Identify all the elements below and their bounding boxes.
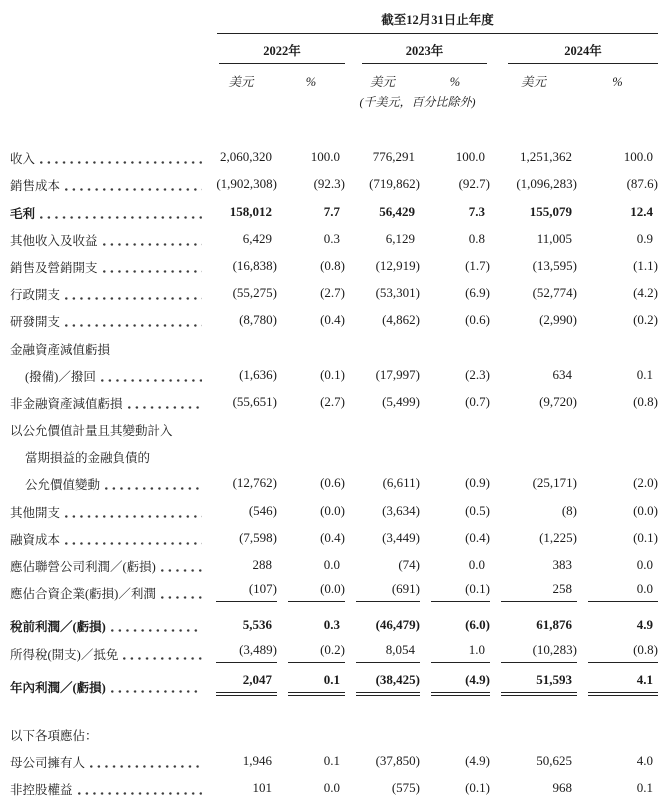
table-header-period [10, 10, 658, 34]
cell-usd-2023: (37,850) [375, 753, 420, 769]
dot-leader [65, 188, 202, 191]
cell-pct-2023: 100.0 [455, 149, 485, 165]
cell-usd-2023: (38,425) [345, 663, 420, 696]
row-label-cell [10, 358, 205, 385]
income-statement-table [10, 10, 658, 798]
dot-leader [111, 690, 202, 693]
cell-usd-2024 [490, 439, 577, 466]
cell-pct-2022 [277, 412, 345, 439]
pct-header-2024: % [612, 75, 623, 89]
cell-usd-2023 [345, 696, 420, 744]
cell-pct-2023: 0.0 [468, 557, 485, 572]
cell-pct-2022: 0.3 [323, 617, 340, 633]
table-header-years [10, 34, 658, 64]
cell-pct-2022: 0.1 [323, 753, 340, 769]
cell-usd-2024: 383 [552, 557, 572, 572]
cell-usd-2023: (4,862) [382, 312, 420, 328]
cell-pct-2023: (0.1) [420, 575, 490, 602]
cell-pct-2024: (0.8) [577, 635, 658, 662]
row-label-cell [10, 575, 205, 602]
dot-leader [161, 569, 202, 572]
usd-header-2024: 美元 [520, 75, 546, 89]
dot-leader [128, 406, 202, 409]
table-row [10, 771, 658, 798]
row-label-cell [10, 249, 205, 276]
row-label-cell [10, 466, 205, 493]
cell-pct-2023: (1.7) [465, 257, 490, 273]
row-label: 當期損益的金融負債的 [25, 451, 151, 466]
table-row [10, 358, 658, 385]
row-label: (撥備)／撥回 [25, 369, 96, 384]
cell-pct-2022: (0.6) [320, 475, 345, 491]
cell-usd-2024: (10,283) [490, 635, 577, 662]
cell-pct-2023: (92.7) [458, 176, 490, 192]
cell-usd-2023 [345, 439, 420, 466]
cell-pct-2022: (0.1) [320, 366, 345, 382]
cell-usd-2024 [490, 412, 577, 439]
table-row [10, 194, 658, 221]
cell-usd-2023: (74) [398, 557, 420, 572]
cell-pct-2022: (2.7) [320, 285, 345, 301]
row-label: 稅前利潤／(虧損) [10, 620, 106, 635]
row-label: 以下各項應佔： [10, 728, 98, 743]
row-label: 研發開支 [10, 315, 61, 330]
dot-leader [161, 596, 202, 599]
table-row [10, 330, 658, 357]
row-label-cell [10, 412, 205, 439]
cell-pct-2024: (87.6) [626, 176, 659, 192]
row-label-cell [10, 548, 205, 575]
table-body [10, 110, 658, 798]
period-title: 截至12月31日止年度 [217, 10, 658, 34]
cell-usd-2023 [345, 412, 420, 439]
cell-pct-2023 [420, 330, 490, 357]
table-row [10, 385, 658, 412]
cell-pct-2022: (0.2) [277, 635, 345, 662]
cell-pct-2024 [577, 412, 658, 439]
table-row [10, 635, 658, 662]
cell-usd-2023: 6,129 [385, 230, 415, 246]
cell-pct-2024: (2.0) [633, 475, 659, 491]
cell-usd-2022: (1,902,308) [216, 176, 277, 192]
cell-pct-2022: (0.8) [320, 257, 345, 273]
cell-usd-2024: (1,225) [539, 529, 577, 545]
cell-usd-2024: (52,774) [532, 285, 577, 301]
cell-pct-2024: 0.9 [636, 230, 654, 246]
cell-pct-2022: 0.0 [323, 780, 340, 796]
cell-pct-2024: 0.0 [577, 575, 658, 602]
table-header-units [10, 64, 658, 90]
cell-pct-2023 [420, 412, 490, 439]
cell-pct-2023: (4.9) [420, 663, 490, 696]
cell-usd-2024: (8) [561, 502, 577, 518]
cell-usd-2024: 50,625 [536, 753, 572, 769]
cell-pct-2024 [577, 330, 658, 357]
table-header-note [10, 90, 658, 110]
table-row [10, 744, 658, 771]
table-row [10, 167, 658, 194]
cell-usd-2022: (107) [205, 575, 277, 602]
table-row [10, 412, 658, 439]
row-label-cell [10, 276, 205, 303]
cell-usd-2022: (8,780) [239, 312, 277, 328]
row-label-cell [10, 493, 205, 520]
cell-pct-2024: 12.4 [630, 203, 654, 219]
cell-usd-2024: (1,096,283) [516, 176, 577, 192]
cell-pct-2022 [277, 330, 345, 357]
dot-leader [111, 629, 202, 632]
dot-leader [90, 765, 202, 768]
cell-usd-2023: 776,291 [372, 149, 415, 165]
dot-leader [65, 515, 202, 518]
cell-usd-2024: 51,593 [490, 663, 577, 696]
row-label: 其他收入及收益 [10, 233, 98, 248]
cell-pct-2022: (0.4) [320, 529, 345, 545]
row-label-cell [10, 635, 205, 662]
cell-pct-2023: 1.0 [420, 635, 490, 662]
cell-usd-2023: (575) [391, 780, 420, 796]
cell-pct-2024: (0.2) [633, 312, 659, 328]
cell-pct-2022: (92.3) [313, 176, 345, 192]
dot-leader [40, 161, 202, 164]
cell-pct-2023 [420, 439, 490, 466]
row-label: 以公允價值計量且其變動計入 [10, 424, 173, 439]
cell-pct-2022 [277, 439, 345, 466]
row-label: 非金融資產減值虧損 [10, 396, 123, 411]
table-row [10, 303, 658, 330]
dot-leader [103, 270, 202, 273]
cell-usd-2024: 968 [552, 780, 572, 796]
dot-leader [40, 216, 202, 219]
cell-usd-2023: (719,862) [369, 176, 420, 192]
cell-usd-2023: (691) [345, 575, 420, 602]
cell-usd-2022: (16,838) [232, 257, 277, 273]
cell-usd-2022: (3,489) [205, 635, 277, 662]
cell-usd-2022 [205, 412, 277, 439]
cell-usd-2023: 8,054 [345, 635, 420, 662]
cell-pct-2023 [420, 696, 490, 744]
row-label-cell [10, 110, 205, 167]
cell-pct-2024: 100.0 [623, 149, 654, 165]
row-label-cell [10, 771, 205, 798]
cell-usd-2024: 1,251,362 [520, 149, 572, 165]
row-label-cell [10, 602, 205, 635]
cell-pct-2023: (2.3) [465, 366, 490, 382]
cell-usd-2022: 1,946 [242, 753, 272, 769]
row-label: 銷售及營銷開支 [10, 260, 98, 275]
cell-pct-2022: (0.0) [320, 502, 345, 518]
cell-usd-2022: (546) [248, 502, 277, 518]
cell-usd-2024: 61,876 [536, 617, 572, 633]
table-row [10, 663, 658, 696]
cell-usd-2022: 101 [252, 780, 272, 796]
cell-usd-2024: (13,595) [532, 257, 577, 273]
cell-pct-2022 [277, 696, 345, 744]
cell-pct-2024: 4.1 [577, 663, 658, 696]
cell-pct-2022: 0.0 [323, 557, 340, 572]
year-label-2022: 2022年 [219, 34, 345, 64]
row-label-cell [10, 744, 205, 771]
cell-usd-2022: 5,536 [242, 617, 272, 633]
cell-pct-2023: 7.3 [468, 203, 485, 219]
cell-usd-2023: (3,449) [382, 529, 420, 545]
cell-usd-2023: (46,479) [375, 617, 420, 633]
cell-pct-2023: (0.7) [465, 393, 490, 409]
dot-leader [101, 379, 202, 382]
table-row [10, 222, 658, 249]
cell-pct-2023: (0.9) [465, 475, 490, 491]
dot-leader [103, 243, 202, 246]
cell-usd-2023: (5,499) [382, 393, 420, 409]
table-row [10, 276, 658, 303]
usd-header-2022: 美元 [228, 75, 254, 89]
cell-pct-2024: (1.1) [633, 257, 659, 273]
cell-usd-2022: 288 [252, 557, 272, 572]
cell-usd-2022: (55,275) [232, 285, 277, 301]
row-label: 應佔聯營公司利潤／(虧損) [10, 560, 156, 574]
row-label: 年內利潤／(虧損) [10, 680, 106, 695]
table-row [10, 466, 658, 493]
cell-usd-2022: 158,012 [229, 203, 272, 219]
dot-leader [65, 542, 202, 545]
cell-pct-2023: (0.5) [465, 502, 490, 518]
pct-header-2023: % [449, 75, 461, 89]
cell-pct-2023: (6.9) [465, 285, 490, 301]
row-label: 母公司擁有人 [10, 756, 86, 771]
row-label: 應佔合資企業(虧損)／利潤 [10, 587, 156, 602]
dot-leader [123, 657, 202, 660]
table-row [10, 696, 658, 744]
cell-pct-2023: (4.9) [465, 753, 490, 769]
table-row [10, 602, 658, 635]
cell-usd-2024: 155,079 [529, 203, 572, 219]
cell-pct-2024: (0.1) [633, 529, 659, 545]
table-row [10, 439, 658, 466]
cell-pct-2024: 4.0 [636, 753, 654, 769]
cell-usd-2022: (1,636) [239, 366, 277, 382]
row-label: 所得稅(開支)／抵免 [10, 647, 119, 662]
cell-usd-2023: (53,301) [375, 285, 420, 301]
table-row [10, 575, 658, 602]
cell-usd-2023: (12,919) [375, 257, 420, 273]
cell-usd-2022: 2,047 [205, 663, 277, 696]
row-label-cell [10, 330, 205, 357]
cell-pct-2024: (0.0) [633, 502, 659, 518]
cell-usd-2024: (25,171) [532, 475, 577, 491]
cell-pct-2022: (2.7) [320, 393, 345, 409]
cell-usd-2022: (7,598) [239, 529, 277, 545]
pct-header-2022: % [305, 75, 317, 89]
cell-pct-2024: (0.8) [633, 393, 659, 409]
cell-usd-2022: 6,429 [242, 230, 272, 246]
cell-pct-2022: 0.1 [277, 663, 345, 696]
row-label-cell [10, 521, 205, 548]
cell-usd-2024: 11,005 [536, 230, 572, 246]
usd-header-2023: 美元 [369, 75, 395, 89]
row-label: 毛利 [10, 206, 36, 221]
cell-usd-2023: (3,634) [382, 502, 420, 518]
row-label-cell [10, 385, 205, 412]
cell-usd-2023 [345, 330, 420, 357]
dot-leader [78, 792, 202, 795]
unit-note: (千美元，百分比除外) [359, 95, 476, 109]
cell-usd-2022 [205, 696, 277, 744]
cell-usd-2022 [205, 330, 277, 357]
row-label-cell [10, 167, 205, 194]
cell-pct-2024: (4.2) [633, 285, 659, 301]
cell-usd-2023: 56,429 [379, 203, 415, 219]
cell-pct-2022: (0.0) [277, 575, 345, 602]
row-label: 銷售成本 [10, 179, 61, 194]
row-label: 其他開支 [10, 505, 61, 520]
cell-pct-2024: 0.1 [636, 366, 654, 382]
cell-usd-2023: (17,997) [375, 366, 420, 382]
row-label: 融資成本 [10, 532, 61, 547]
cell-usd-2023: (6,611) [382, 475, 420, 491]
cell-pct-2023: (0.4) [465, 529, 490, 545]
row-label-cell [10, 303, 205, 330]
table-row [10, 249, 658, 276]
row-label-cell [10, 194, 205, 221]
row-label: 非控股權益 [10, 783, 73, 798]
cell-usd-2024 [490, 330, 577, 357]
cell-pct-2024 [577, 696, 658, 744]
dot-leader [65, 324, 202, 327]
table-row [10, 548, 658, 575]
row-label-cell [10, 222, 205, 249]
row-label: 收入 [10, 152, 36, 167]
row-label-cell [10, 696, 205, 744]
row-label: 行政開支 [10, 288, 61, 303]
row-label-cell [10, 439, 205, 466]
dot-leader [105, 487, 202, 490]
year-label-2024: 2024年 [508, 34, 658, 64]
cell-usd-2024 [490, 696, 577, 744]
cell-pct-2024 [577, 439, 658, 466]
cell-usd-2022 [205, 439, 277, 466]
cell-pct-2022: 100.0 [310, 149, 340, 165]
cell-usd-2024: 634 [552, 366, 572, 382]
row-label: 公允價值變動 [25, 478, 101, 493]
cell-pct-2024: 0.0 [636, 557, 654, 572]
cell-usd-2024: 258 [490, 575, 577, 602]
cell-usd-2022: (55,651) [232, 393, 277, 409]
cell-pct-2024: 0.1 [636, 780, 654, 796]
cell-usd-2022: (12,762) [232, 475, 277, 491]
dot-leader [65, 297, 202, 300]
cell-pct-2022: (0.4) [320, 312, 345, 328]
cell-pct-2023: (0.1) [465, 780, 490, 796]
cell-usd-2024: (9,720) [539, 393, 577, 409]
year-label-2023: 2023年 [362, 34, 487, 64]
cell-pct-2023: (0.6) [465, 312, 490, 328]
cell-pct-2022: 7.7 [323, 203, 340, 219]
cell-usd-2022: 2,060,320 [220, 149, 272, 165]
cell-pct-2023: (6.0) [465, 617, 490, 633]
table-row [10, 493, 658, 520]
row-label: 金融資產減值虧損 [10, 342, 111, 357]
table-row [10, 521, 658, 548]
row-label-cell [10, 663, 205, 696]
cell-usd-2024: (2,990) [539, 312, 577, 328]
cell-pct-2023: 0.8 [468, 230, 485, 246]
cell-pct-2022: 0.3 [323, 230, 340, 246]
cell-pct-2024: 4.9 [636, 617, 654, 633]
table-row [10, 110, 658, 167]
